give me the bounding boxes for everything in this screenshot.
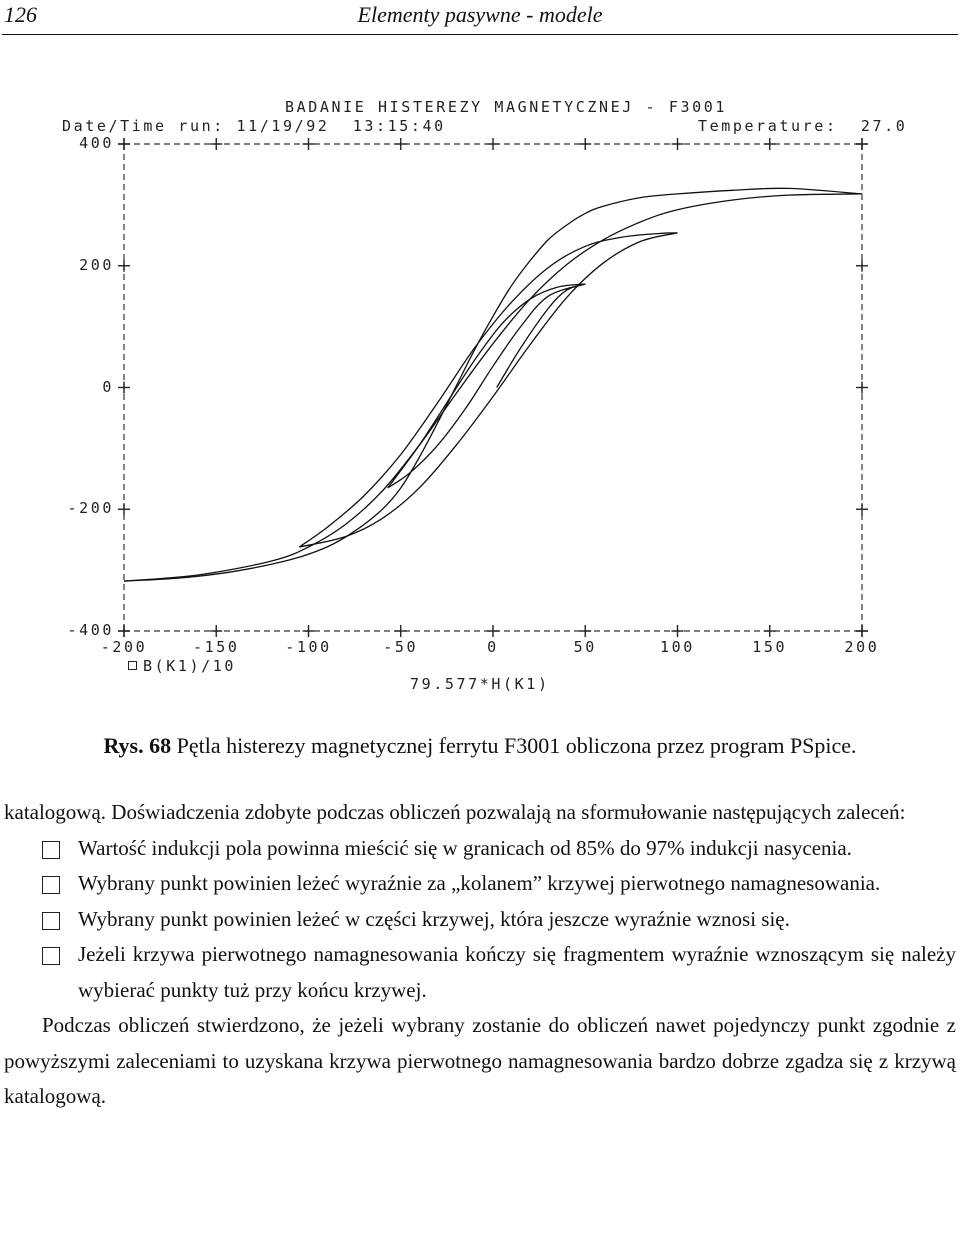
list-item	[4, 902, 956, 938]
checkbox-bullet-icon	[42, 876, 60, 894]
plot-datetime: Date/Time run: 11/19/92 13:15:40	[62, 117, 446, 135]
list-item-text: Wartość indukcji pola powinna mieścić się w granicach od 85% do 97% indukcji nasycenia.	[78, 835, 852, 860]
x-axis-label: 79.577*H(K1)	[410, 675, 550, 693]
running-title: Elementy pasywne - modele	[357, 2, 603, 27]
y-tick-label: 400	[79, 134, 114, 152]
hysteresis-curve-1	[124, 194, 862, 581]
x-tick-label: 100	[660, 638, 695, 656]
list-item	[4, 831, 956, 867]
page-header	[0, 0, 960, 40]
plot-temperature: Temperature: 27.0	[698, 117, 908, 135]
list-item	[4, 866, 956, 902]
x-tick-label: -50	[383, 638, 419, 656]
checkbox-bullet-icon	[42, 841, 60, 859]
hysteresis-curve-5	[388, 284, 586, 488]
hysteresis-curve-6	[388, 284, 586, 488]
x-tick-label: -200	[100, 638, 148, 656]
list-item	[4, 937, 956, 1008]
x-tick-label: 0	[487, 638, 499, 656]
plot-area	[0, 90, 960, 700]
x-tick-label: 50	[573, 638, 597, 656]
body-text	[4, 795, 956, 1115]
caption-text: Pętla histerezy magnetycznej ferrytu F3001 obliczona przez program PSpice.	[171, 733, 857, 758]
checkbox-bullet-icon	[42, 947, 60, 965]
hysteresis-curve-4	[299, 233, 677, 547]
hysteresis-curve-2	[124, 188, 862, 581]
page-number: 126	[4, 2, 37, 27]
x-tick-label: -150	[192, 638, 240, 656]
plot-title: BADANIE HISTEREZY MAGNETYCZNEJ - F3001	[285, 98, 727, 116]
legend-label: B(K1)/10	[143, 657, 237, 675]
y-tick-label: 200	[79, 255, 114, 274]
hysteresis-figure	[0, 90, 960, 700]
caption-label: Rys. 68	[103, 733, 172, 758]
x-tick-label: -100	[285, 638, 332, 656]
legend	[128, 657, 236, 675]
y-tick-label: 0	[102, 377, 114, 396]
paragraph-conclusion: Podczas obliczeń stwierdzono, że jeżeli wybrany zostanie do obliczeń nawet pojedynczy punkt zgodnie z powyższymi zaleceniami to uzyskana krzywa pierwotnego namagnesowania bardzo dobrze zgadza się z krzywą katalogową.	[4, 1013, 956, 1108]
header-rule	[2, 34, 958, 35]
square-marker-icon	[128, 661, 137, 670]
checkbox-bullet-icon	[42, 912, 60, 930]
hysteresis-curve-3	[299, 233, 677, 547]
figure-caption	[0, 733, 960, 759]
list-item-text: Wybrany punkt powinien leżeć wyraźnie za „kolanem” krzywej pierwotnego namagnesowania.	[78, 871, 881, 895]
y-tick-label: -200	[67, 499, 114, 518]
list-item-text: Wybrany punkt powinien leżeć w części krzywej, która jeszcze wyraźnie wznosi się.	[78, 906, 790, 931]
x-tick-label: 150	[752, 638, 788, 656]
x-tick-label: 200	[844, 638, 880, 656]
paragraph-intro: katalogową. Doświadczenia zdobyte podczas obliczeń pozwalają na sformułowanie następujących zaleceń:	[4, 800, 906, 824]
y-tick-label: -400	[67, 621, 114, 639]
list-item-text: Jeżeli krzywa pierwotnego namagnesowania kończy się fragmentem wyraźnie wznoszącym się należy wybierać punkty tuż przy końcu krzywej.	[78, 942, 956, 1002]
